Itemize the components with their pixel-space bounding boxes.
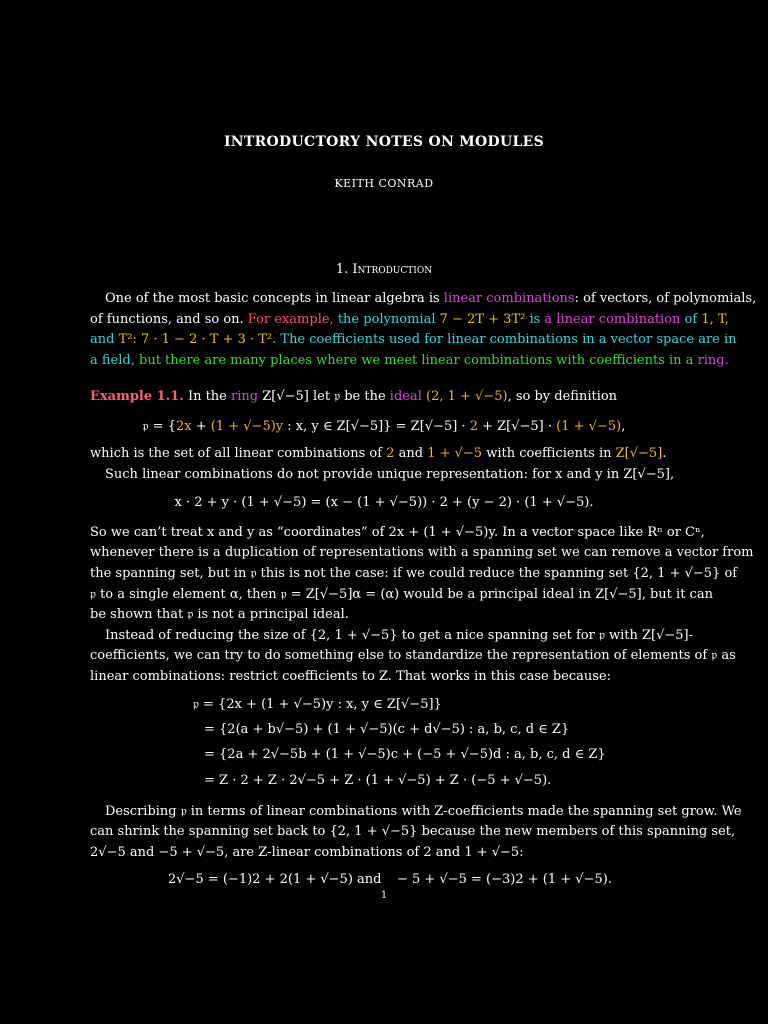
math-term: 1 + √−5 <box>427 446 483 461</box>
paragraph-3-line-1: Describing 𝔭 in terms of linear combinations with Z-coefficients made the spanning set grow. We <box>105 804 742 819</box>
math-term: 2x <box>175 419 192 434</box>
math-term: (1 + √−5) <box>556 419 622 434</box>
paragraph-3-line-2: can shrink the spanning set back to {2, 1 + √−5} because the new members of this spanning set, <box>90 824 736 839</box>
intro-line-4 <box>90 351 729 371</box>
equation-2: x · 2 + y · (1 + √−5) = (x − (1 + √−5)) · 2 + (y − 2) · (1 + √−5). <box>174 495 594 510</box>
paragraph-1-line-4: 𝔭 to a single element α, then 𝔭 = Z[√−5]α = (α) would be a principal ideal in Z[√−5], but it can <box>90 587 713 602</box>
paragraph-2-line-3: linear combinations: restrict coefficients to Z. That works in this case because: <box>90 669 611 684</box>
paper-author: KEITH CONRAD <box>334 177 434 190</box>
intro-line-1 <box>90 289 757 309</box>
paragraph-2-line-2: coefficients, we can try to do something else to standardize the representation of elements of 𝔭 as <box>90 648 736 663</box>
intro-line-2 <box>90 310 729 330</box>
text: which is the set of all linear combinations of <box>90 446 387 461</box>
math: + Z[√−5] · <box>477 419 557 434</box>
page-number: 1 <box>380 890 388 901</box>
example-line-1 <box>90 387 680 407</box>
text: In the <box>183 389 232 404</box>
math-combination: 7 · 1 − 2 · T + 3 · T² <box>140 332 273 347</box>
math-term: 2 <box>386 446 395 461</box>
text: One of the most basic concepts in linear algebra is <box>105 291 444 306</box>
math-ring: Z[√−5] <box>615 446 663 461</box>
term-ring: ring <box>231 389 259 404</box>
math-term: (1 + √−5)y <box>210 419 284 434</box>
math-t-squared: T²: <box>118 332 141 347</box>
term-ring: ring. <box>697 353 729 368</box>
text: , so by definition <box>507 389 618 404</box>
paragraph-1-line-1: So we can’t treat x and y as “coordinates” of 2x + (1 + √−5)y. In a vector space like Rⁿ or Cⁿ, <box>90 525 705 540</box>
math: , <box>621 419 626 434</box>
text: . The coefficients used for linear combinations in a vector space are in <box>272 332 737 347</box>
text: : of vectors, of polynomials, <box>574 291 757 306</box>
equation-3-and: and <box>357 872 382 887</box>
align-line-2: = {2(a + b√−5) + (1 + √−5)(c + d√−5) : a, b, c, d ∈ Z} <box>204 722 570 737</box>
math: 𝔭 = { <box>142 419 176 434</box>
term-ideal: ideal <box>389 389 422 404</box>
math: : x, y ∈ Z[√−5]} = Z[√−5] · <box>283 419 470 434</box>
math-term: 2 <box>469 419 478 434</box>
paragraph-1-line-2: whenever there is a duplication of representations with a spanning set we can remove a vector from <box>90 545 754 560</box>
text: of functions, and so on. <box>90 312 248 327</box>
equation-3-left: 2√−5 = (−1)2 + 2(1 + √−5) <box>168 872 353 887</box>
text: and <box>394 446 428 461</box>
math-ideal-generators: (2, 1 + √−5) <box>421 389 508 404</box>
text: . <box>662 446 667 461</box>
section-heading: 1. Introduction <box>335 262 433 277</box>
term-linear-combination: a linear combination <box>544 312 681 327</box>
paragraph-2-line-1: Instead of reducing the size of {2, 1 + √−5} to get a nice spanning set for 𝔭 with Z[√−5]- <box>105 628 694 643</box>
align-line-1: 𝔭 = {2x + (1 + √−5)y : x, y ∈ Z[√−5]} <box>193 697 442 712</box>
text-polynomial: the polynomial <box>337 312 440 327</box>
align-line-4: = Z · 2 + Z · 2√−5 + Z · (1 + √−5) + Z · (−5 + √−5). <box>204 773 552 788</box>
text: of <box>680 312 702 327</box>
align-line-3: = {2a + 2√−5b + (1 + √−5)c + (−5 + √−5)d : a, b, c, d ∈ Z} <box>204 747 606 762</box>
text: with coefficients in <box>482 446 616 461</box>
equation-1 <box>0 417 768 437</box>
text-field: a field, <box>90 353 139 368</box>
text-for-example: For example, <box>247 312 338 327</box>
text: Z[√−5] let 𝔭 be the <box>258 389 390 404</box>
paragraph-1-line-3: the spanning set, but in 𝔭 this is not the case: if we could reduce the spanning set {2, 1 + √−5} of <box>90 566 738 581</box>
equation-3-right: − 5 + √−5 = (−3)2 + (1 + √−5). <box>397 872 612 887</box>
paper-title: INTRODUCTORY NOTES ON MODULES <box>223 134 545 150</box>
paragraph-1-line-5: be shown that 𝔭 is not a principal ideal. <box>90 607 349 622</box>
example-line-2 <box>90 444 680 464</box>
term-linear-combinations: linear combinations <box>443 291 575 306</box>
text: and <box>90 332 119 347</box>
text: but there are many places where we meet linear combinations with coefficients in a <box>139 353 698 368</box>
math-basis: 1, T, <box>701 312 729 327</box>
example-line-3: Such linear combinations do not provide unique representation: for x and y in Z[√−5], <box>105 467 675 482</box>
text: is <box>525 312 545 327</box>
paragraph-3-line-3: 2√−5 and −5 + √−5, are Z-linear combinations of 2 and 1 + √−5: <box>90 845 524 860</box>
intro-line-3 <box>90 330 737 350</box>
example-label: Example 1.1. <box>90 389 184 404</box>
math: + <box>191 419 211 434</box>
math-polynomial: 7 − 2T + 3T² <box>439 312 526 327</box>
